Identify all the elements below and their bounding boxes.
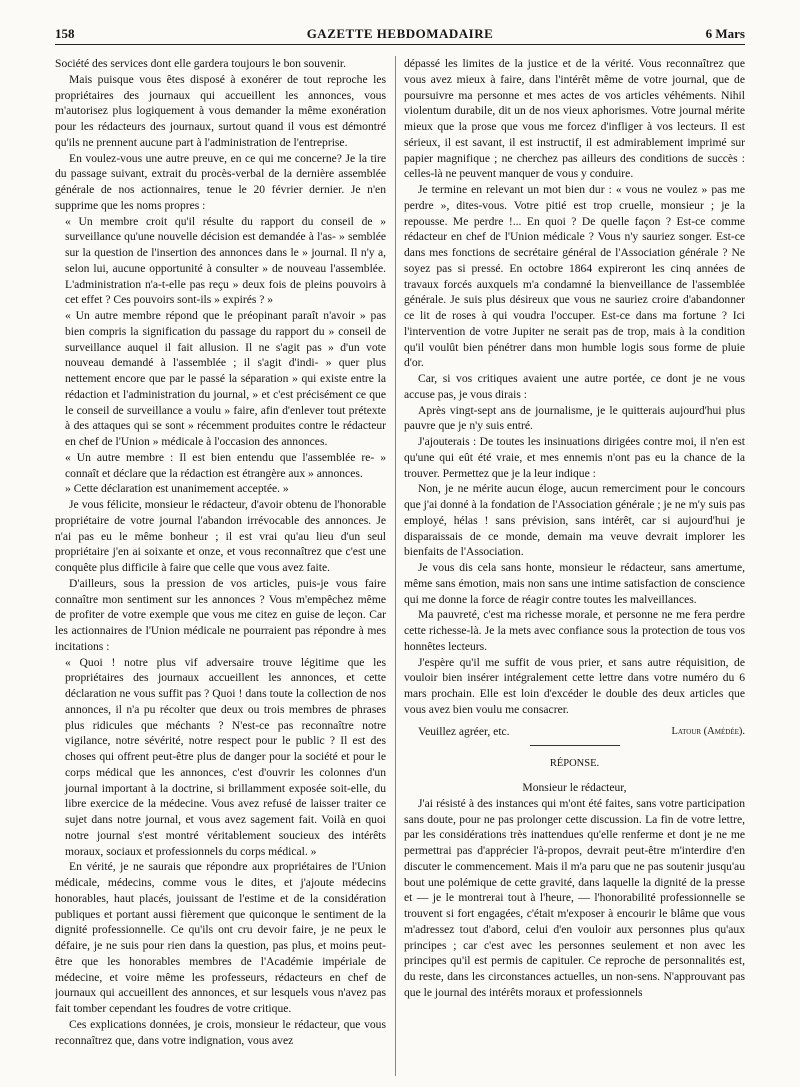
quoted-minutes: » Cette déclaration est unanimement acceptée. » <box>65 482 289 496</box>
left-column <box>55 56 386 1076</box>
paragraph: Non, je ne mérite aucun éloge, aucun remerciment pour le concours que j'ai donné à la fondation de l'Association générale ; je ne m'y suis pas employé, hélas ! sans prévision, sans intérêt, car si aujourd'hui je disparaissais de ce monde, demain ma veuve devrait implorer les bienfaits de l'Association. <box>404 482 745 559</box>
salutation: Monsieur le rédacteur, <box>522 781 627 794</box>
paragraph: J'ajouterais : De toutes les insinuations dirigées contre moi, il n'en est qu'une qui eût été vraie, et mes ennemis n'ont pas eu la chance de la trouver. Permettez que je la leur indique : <box>404 435 745 480</box>
right-column <box>404 56 745 1076</box>
paragraph: J'ai résisté à des instances qui m'ont été faites, sans votre participation sans doute, pour ne pas prolonger cette discussion. La fin de votre lettre, par les considérations très inattendues qu'elle renferme et dont je ne me permettrai pas d'apprécier l'à-propos, devrait peut-être m'interdire d'en discuter le commencement. Mais il m'a paru que ne pas soutenir jusqu'au bout une polémique de cette gravité, dans laquelle la dignité de la presse et — je le montrerai tout à l'heure, — l'honorabilité professionnelle se trouvent si fort engagées, c'était m'exposer à encourir le blâme que vous m'adressez tout d'abord, celui d'en vouloir aux personnes plus qu'aux principes ; car c'est avec les personnes seulement et non avec les principes qu'il est permis de capituler. Ce reproche de personnalités est, du reste, dans les circonstances actuelles, un non-sens. N'approuvant pas que le journal des intérêts moraux et professionnels <box>404 796 745 999</box>
paragraph: En voulez-vous une autre preuve, en ce qui me concerne? Je la tire du passage suivant, extrait du procès-verbal de la dernière assemblée générale de nos actionnaires, tenue le 20 février dernier. Je n'en supprime que les noms propres : <box>55 151 386 212</box>
signature: Latour (Amédée). <box>671 725 745 737</box>
paragraph: Je termine en relevant un mot bien dur : « vous ne voulez » pas me perdre », dites-vous. Votre pitié est trop cruelle, monsieur ; je la repousse. Me perdre !... En quoi ? De quelle façon ? Est-ce comme rédacteur en chef de l'Union médicale ? Vous n'y sauriez songer. Est-ce dans mes fonctions de secrétaire général de l'Association générale ? Ne soyez pas si pressé. En octobre 1864 expireront les cinq années de travaux forcés auxquels m'a condamné la bienveillance de l'assemblée générale. Je suis plus désireux que vous ne sauriez croire d'abandonner ce lit de roses à qui voudra l'occuper. Est-ce dans ma fortune ? Ici l'intervention de votre Jupiter ne serait pas de trop, mais à la condition qu'il voulût bien pénétrer dans mon humble logis sous forme de pluie d'or. <box>404 183 745 370</box>
paragraph: dépassé les limites de la justice et de la vérité. Vous reconnaîtrez que vous avez mieux à faire, dans l'intérêt même de votre journal, que de poursuivre ma personne et mes actes de vos articles véhéments. Nihil violentum durabile, dit un de nos vieux aphorismes. Votre journal mérite mieux que la prose que vous me forcez d'infliger à vos lecteurs. Il est sérieux, il est savant, il est instructif, il est admirablement imprimé sur papier magnifique ; ne cherchez pas ailleurs des conditions de succès : celles-là ne peuvent manquer de vous y conduire. <box>404 57 745 181</box>
paragraph: D'ailleurs, sous la pression de vos articles, puis-je vous faire connaître mon sentiment sur les annonces ? Vous m'empêchez même de profiter de votre exemple que vous me citez en guise de leçon. Car les actionnaires de l'Union médicale ne pourraient pas répondre à mes incitations : <box>55 576 386 653</box>
letter-closing <box>404 724 745 740</box>
column-divider <box>395 56 396 1076</box>
journal-title: GAZETTE HEBDOMADAIRE <box>306 26 494 41</box>
paragraph: Société des services dont elle gardera toujours le bon souvenir. <box>55 57 347 70</box>
quoted-minutes: « Un autre membre répond que le préopinant paraît n'avoir » pas bien compris la signification du passage du rapport du » conseil de surveillance auquel il fait allusion. Il ne s'agit pas » d'un vote nouveau demandé à l'assemblée ; il s'agit d'indi- » quer plus nettement encore que par le passé la séparation » qui existe entre la rédaction et l'administration du journal, » et c'est précisément ce que le conseil de surveillance a voulu » faire, afin d'enlever tout prétexte à des attaques qui se sont » récemment produites contre le rédacteur en chef de l'Union » médicale à l'occasion des annonces. <box>65 309 386 448</box>
paragraph: En vérité, je ne saurais que répondre aux propriétaires de l'Union médicale, médecins, comme vous le dites, et j'ajoute médecins honorables, haut placés, jouissant de l'estime et de la considération publiques et portant aussi fièrement que quiconque le sentiment de la dignité professionnelle. Ce qu'ils ont cru devoir faire, je ne peux le défaire, je ne suis pour rien dans la question, pas plus, et moins peut-être que les honorables membres de l'Académie impériale de médecine, et voire même les professeurs, rédacteurs en chef de journaux qui accueillent des annonces, et sur lesquels vous n'avez pas fait tomber cependant les foudres de votre critique. <box>55 860 386 1015</box>
page-header <box>55 22 745 45</box>
paragraph: Mais puisque vous êtes disposé à exonérer de tout reproche les propriétaires des journaux qui accueillent les annonces, vous m'autorisez plus logiquement à vous demander la même exonération pour les rédacteurs des journaux, surtout quand il vous est démontré qu'ils ne prennent aucune part à l'administration de l'entreprise. <box>55 72 386 149</box>
section-rule <box>530 745 620 746</box>
quoted-minutes: « Un membre croit qu'il résulte du rapport du conseil de » surveillance qu'une nouvelle décision est demandée à l'as- » semblée sur la question de l'insertion des annonces dans le » journal. Il n'y a, selon lui, aucune opportunité à consulter » de nouveau l'assemblée. L'administration n'a-t-elle pas reçu » deux fois de pleins pouvoirs à cet effet ? Ces pouvoirs sont-ils » expirés ? » <box>65 214 386 307</box>
reponse-heading: RÉPONSE. <box>549 758 600 770</box>
quoted-passage: « Quoi ! notre plus vif adversaire trouve légitime que les propriétaires des journaux accueillent les annonces, et cette déclaration ne vous suffit pas ? Quoi ! dans toute la collection de nos annonces, il n'a pu récolter que deux ou trois membres de phrases plus ridicules que méchants ? N'est-ce pas reconnaître notre vigilance, notre sévérité, notre respect pour le public ? Il est des choses qui offrent peut-être plus de danger pour la société et pour le corps médical que les annonces, c'est d'ouvrir les colonnes d'un journal important à la doctrine, si brillamment exposée soit-elle, du libre exercice de la médecine. Vous avez refusé de laisser traiter ce sujet dans notre journal, et vous avez sagement fait. Voilà en quoi notre journal s'est montré véritablement soucieux des intérêts moraux, sociaux et professionnels du corps médical. » <box>65 655 386 858</box>
page-number: 158 <box>55 26 75 41</box>
paragraph: Ma pauvreté, c'est ma richesse morale, et personne ne me fera perdre cette richesse-là. Je la mets avec confiance sous la protection de tous vos honnêtes lecteurs. <box>404 608 745 653</box>
paragraph: Car, si vos critiques avaient une autre portée, ce dont je ne vous accuse pas, je vous dirais : <box>404 372 745 401</box>
paragraph: Ces explications données, je crois, monsieur le rédacteur, que vous reconnaîtrez que, dans votre indignation, vous avez <box>55 1017 386 1047</box>
paragraph: Après vingt-sept ans de journalisme, je le quitterais aujourd'hui plus pauvre que je n'y suis entré. <box>404 403 745 433</box>
quoted-minutes: « Un autre membre : Il est bien entendu que l'assemblée re- » connaît et déclare que la rédaction est étrangère aux » annonces. <box>65 450 386 480</box>
issue-date: 6 Mars <box>705 26 745 41</box>
paragraph: Je vous félicite, monsieur le rédacteur, d'avoir obtenu de l'honorable propriétaire de votre journal l'abandon irrévocable des annonces. Je n'ai pas eu le même bonheur ; il est vrai qu'au lieu d'un seul propriétaire j'en ai soixante et onze, et vous reconnaîtrez que c'est une conquête plus difficile à faire que celle que vous avez faite. <box>55 498 386 574</box>
paragraph: Je vous dis cela sans honte, monsieur le rédacteur, sans amertume, même sans émotion, mais non sans une intime satisfaction de conscience qui me donne la force de réagir contre toutes les malveillances. <box>404 561 745 606</box>
closing-formula: Veuillez agréer, etc. <box>418 724 510 738</box>
paragraph: J'espère qu'il me suffit de vous prier, et sans autre réquisition, de vouloir bien insérer intégralement cette lettre dans votre numéro du 6 mars prochain. Elle est loin d'excéder le double des deux articles que vous avez bien voulu me consacrer. <box>404 655 745 716</box>
